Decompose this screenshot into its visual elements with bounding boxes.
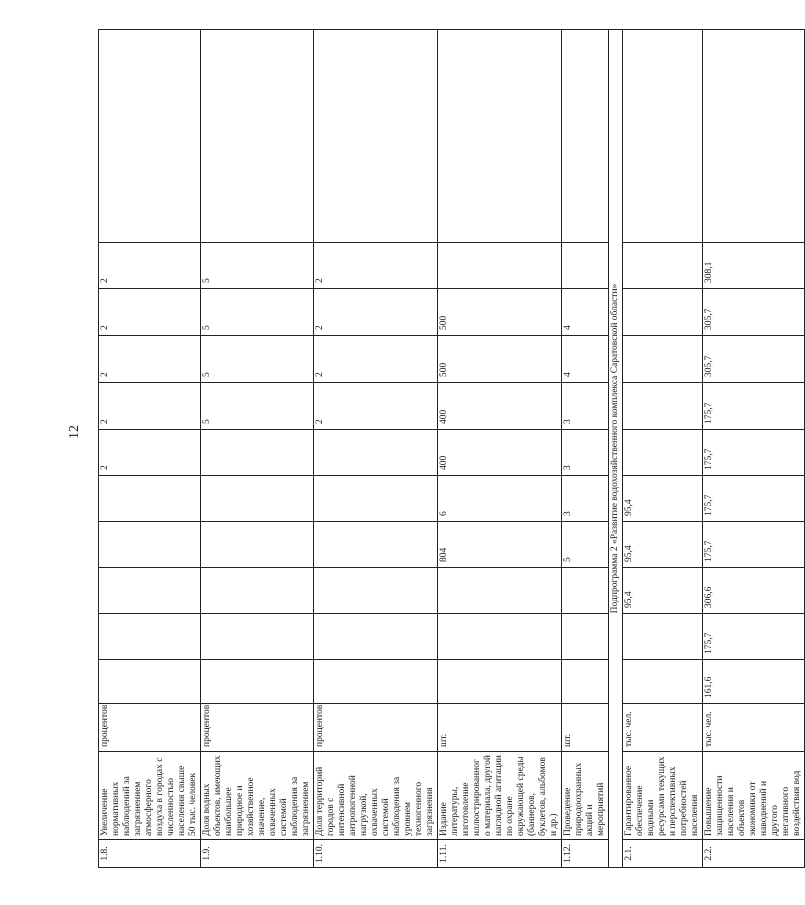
value-cell: 175,7	[703, 522, 805, 568]
value-cell: 175,7	[703, 383, 805, 430]
value-cell	[562, 660, 609, 704]
indicator-table	[98, 29, 805, 868]
value-cell	[99, 476, 201, 522]
value-cell: 4	[562, 289, 609, 336]
value-cell	[623, 430, 703, 476]
indicator-name: Гарантированное обеспечение водными ресурсами текущих и перспективных потребностей населения	[623, 752, 703, 840]
rotated-table	[98, 30, 802, 868]
table-row	[562, 30, 609, 868]
value-cell: 95,4	[623, 568, 703, 614]
value-cell: 5	[201, 289, 314, 336]
value-cell: 95,4	[623, 476, 703, 522]
value-cell: 161,6	[703, 660, 805, 704]
value-cell: 95,4	[623, 522, 703, 568]
table-row	[99, 30, 201, 868]
subprogram-title: Подпрограмма 2 «Развитие водохозяйственного комплекса Саратовской области»	[609, 30, 623, 868]
indicator-name: Повышение защищенности населения и объектов экономики от наводнений и другого негативного воздействия вод	[703, 752, 805, 840]
empty-cell	[623, 30, 703, 243]
value-cell	[623, 383, 703, 430]
empty-cell	[562, 30, 609, 243]
value-cell: 306,6	[703, 568, 805, 614]
value-cell: 3	[562, 476, 609, 522]
row-number: 1.10.	[314, 840, 438, 868]
value-cell: 305,7	[703, 289, 805, 336]
value-cell: 500	[438, 336, 562, 383]
value-cell: 2	[314, 243, 438, 289]
indicator-name: Издание литературы, изготовление иллюстрированного материала, другой наглядной агитации по охране окружающей среды (баннеров, буклетов, альбомов и др.)	[438, 752, 562, 840]
unit: процентов	[99, 704, 201, 752]
indicator-name: Проведение природоохранных акций и мероприятий	[562, 752, 609, 840]
table-row	[438, 30, 562, 868]
value-cell	[623, 660, 703, 704]
value-cell: 175,7	[703, 430, 805, 476]
indicator-name: Доля территорий городов с интенсивной антропогенной нагрузкой, охваченных системой наблюдения за уровнем техногенного загрязнения	[314, 752, 438, 840]
value-cell	[562, 243, 609, 289]
table-row	[703, 30, 805, 868]
value-cell: 175,7	[703, 614, 805, 660]
value-cell: 400	[438, 383, 562, 430]
value-cell	[314, 476, 438, 522]
value-cell	[438, 660, 562, 704]
row-number: 1.12.	[562, 840, 609, 868]
row-number: 1.11.	[438, 840, 562, 868]
table-row	[201, 30, 314, 868]
value-cell	[99, 660, 201, 704]
value-cell	[201, 568, 314, 614]
empty-cell	[99, 30, 201, 243]
value-cell	[438, 568, 562, 614]
value-cell: 2	[314, 336, 438, 383]
value-cell: 400	[438, 430, 562, 476]
value-cell	[314, 522, 438, 568]
value-cell: 305,7	[703, 336, 805, 383]
subprogram-header-row	[609, 30, 623, 868]
value-cell: 4	[562, 336, 609, 383]
table-row	[314, 30, 438, 868]
value-cell: 308,1	[703, 243, 805, 289]
value-cell: 2	[99, 430, 201, 476]
value-cell: 3	[562, 383, 609, 430]
empty-cell	[438, 30, 562, 243]
value-cell	[99, 568, 201, 614]
value-cell: 2	[314, 289, 438, 336]
value-cell: 2	[99, 383, 201, 430]
value-cell: 175,7	[703, 476, 805, 522]
value-cell	[314, 568, 438, 614]
value-cell	[562, 568, 609, 614]
value-cell: 2	[99, 336, 201, 383]
indicator-name: Доля водных объектов, имеющих наибольшее природное и хозяйственное значение, охваченных системой наблюдения за загрязнением	[201, 752, 314, 840]
value-cell	[99, 522, 201, 568]
value-cell: 5	[201, 243, 314, 289]
value-cell	[314, 660, 438, 704]
value-cell: 2	[99, 243, 201, 289]
unit: тыс. чел.	[623, 704, 703, 752]
value-cell: 2	[99, 289, 201, 336]
value-cell: 3	[562, 430, 609, 476]
table-row	[623, 30, 703, 868]
value-cell: 5	[562, 522, 609, 568]
indicator-name: Увеличение нормативных наблюдений за загрязнением атмосферного воздуха в городах с численностью населения свыше 50 тыс. человек	[99, 752, 201, 840]
value-cell	[201, 476, 314, 522]
value-cell	[201, 660, 314, 704]
value-cell: 804	[438, 522, 562, 568]
row-number: 1.9.	[201, 840, 314, 868]
value-cell	[99, 614, 201, 660]
value-cell	[562, 614, 609, 660]
value-cell: 5	[201, 336, 314, 383]
value-cell: 2	[314, 383, 438, 430]
value-cell	[623, 289, 703, 336]
value-cell	[314, 430, 438, 476]
empty-cell	[201, 30, 314, 243]
value-cell	[623, 336, 703, 383]
value-cell	[438, 614, 562, 660]
unit: шт.	[438, 704, 562, 752]
indicator-table-area	[98, 30, 802, 868]
unit: процентов	[314, 704, 438, 752]
value-cell	[201, 614, 314, 660]
value-cell: 500	[438, 289, 562, 336]
value-cell	[623, 614, 703, 660]
value-cell	[314, 614, 438, 660]
row-number: 2.1.	[623, 840, 703, 868]
empty-cell	[314, 30, 438, 243]
value-cell	[201, 430, 314, 476]
page-number: 12	[67, 425, 82, 439]
row-number: 1.8.	[99, 840, 201, 868]
row-number: 2.2.	[703, 840, 805, 868]
value-cell	[201, 522, 314, 568]
value-cell	[623, 243, 703, 289]
unit: процентов	[201, 704, 314, 752]
value-cell: 6	[438, 476, 562, 522]
value-cell	[438, 243, 562, 289]
unit: тыс. чел.	[703, 704, 805, 752]
empty-cell	[703, 30, 805, 243]
value-cell: 5	[201, 383, 314, 430]
unit: шт.	[562, 704, 609, 752]
